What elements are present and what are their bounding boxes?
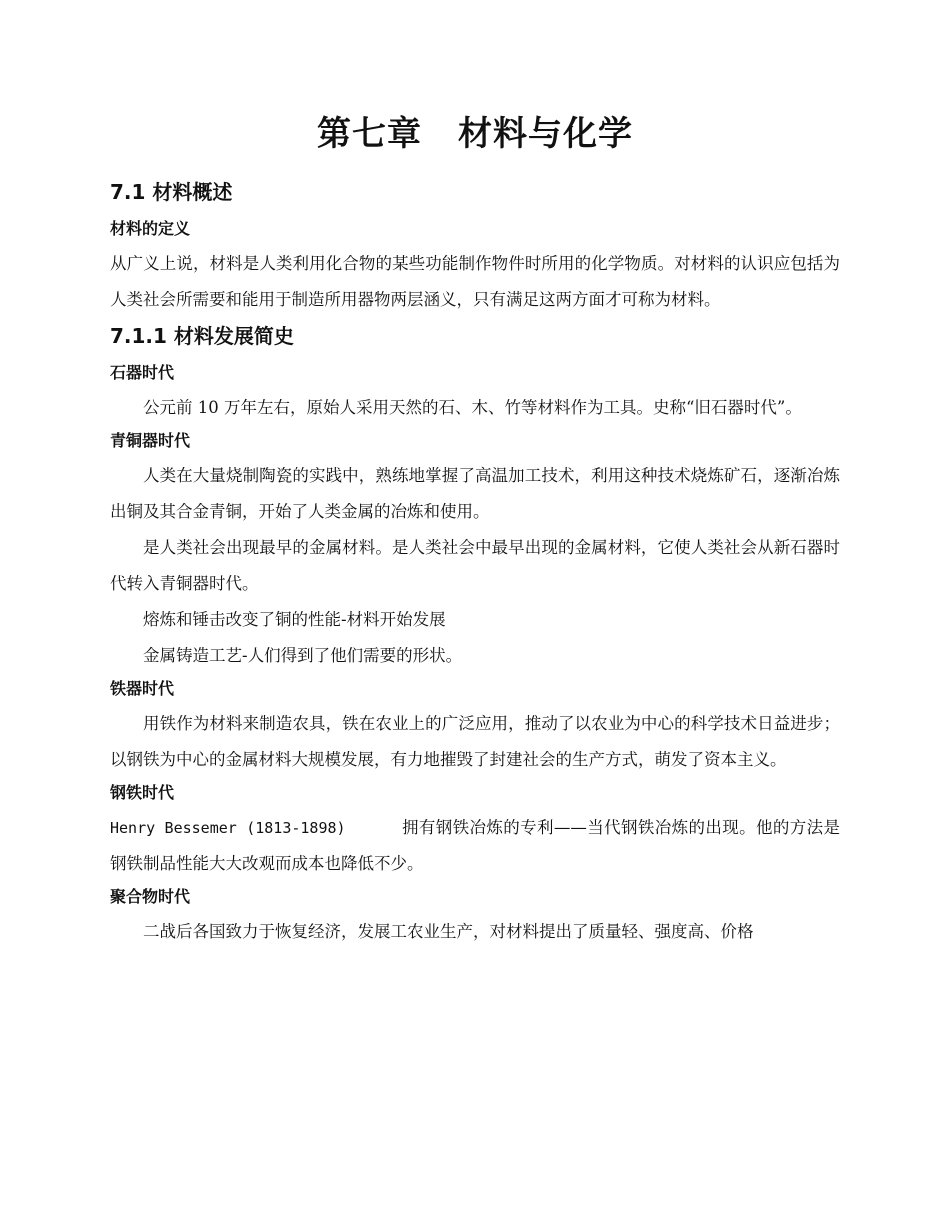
document-page [110, 112, 840, 950]
inventor-name: Henry Bessemer (1813-1898) [110, 819, 346, 837]
steel-age-heading: 钢铁时代 [110, 783, 175, 802]
section-heading-7-1-1: 7.1.1 材料发展简史 [110, 324, 294, 348]
definition-paragraph: 从广义上说，材料是人类利用化合物的某些功能制作物件时所用的化学物质。对材料的认识应包括为人类社会所需要和能用于制造所用器物两层涵义，只有满足这两方面才可称为材料。 [110, 254, 840, 309]
steel-age-text: 拥有钢铁冶炼的专利——当代钢铁冶炼的出现。他的方法是钢铁制品性能大大改观而成本也降低不少。 [110, 818, 840, 873]
chapter-name: 材料与化学 [458, 114, 633, 154]
iron-age-heading: 铁器时代 [110, 679, 175, 698]
stone-age-heading: 石器时代 [110, 363, 175, 382]
bronze-age-paragraph-2: 是人类社会出现最早的金属材料。是人类社会中最早出现的金属材料，它使人类社会从新石器时代转入青铜器时代。 [110, 538, 840, 593]
chapter-title [110, 112, 840, 156]
bronze-age-paragraph-3: 熔炼和锤击改变了铜的性能-材料开始发展 [143, 610, 446, 629]
steel-age-paragraph [110, 810, 840, 882]
section-heading-7-1: 7.1 材料概述 [110, 180, 233, 204]
bronze-age-paragraph-4: 金属铸造工艺-人们得到了他们需要的形状。 [143, 646, 463, 665]
iron-age-paragraph: 用铁作为材料来制造农具，铁在农业上的广泛应用，推动了以农业为中心的科学技术日益进步；以钢铁为中心的金属材料大规模发展，有力地摧毁了封建社会的生产方式，萌发了资本主义。 [110, 714, 840, 769]
polymer-age-paragraph: 二战后各国致力于恢复经济，发展工农业生产，对材料提出了质量轻、强度高、价格 [143, 922, 754, 941]
polymer-age-heading: 聚合物时代 [110, 887, 191, 906]
bronze-age-paragraph-1: 人类在大量烧制陶瓷的实践中，熟练地掌握了高温加工技术，利用这种技术烧炼矿石，逐渐冶炼出铜及其合金青铜，开始了人类金属的冶炼和使用。 [110, 466, 840, 521]
stone-age-paragraph: 公元前 10 万年左右，原始人采用天然的石、木、竹等材料作为工具。史称“旧石器时代”。 [143, 398, 802, 417]
bronze-age-heading: 青铜器时代 [110, 431, 191, 450]
definition-heading: 材料的定义 [110, 219, 191, 238]
chapter-number: 第七章 [317, 114, 422, 154]
